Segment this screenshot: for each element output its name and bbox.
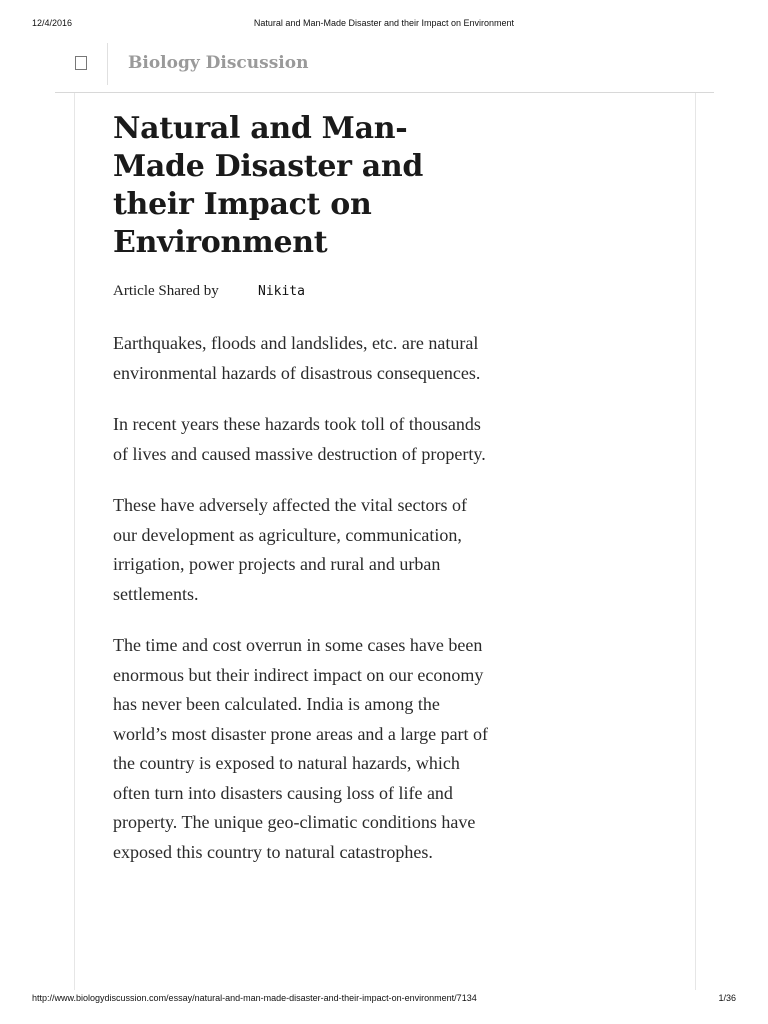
site-header [55,42,714,93]
article-paragraph: Earthquakes, floods and landslides, etc. are natural environmental hazards of disastrous consequences. [113,333,481,383]
article-paragraph: The time and cost overrun in some cases have been enormous but their indirect impact on our economy has never been calculated. India is among the world’s most disaster prone areas and a large part of the country is exposed to natural hazards, which often turn into disasters causing loss of life and property. The unique geo-climatic conditions have exposed this country to natural catastrophes. [113,635,489,862]
article-title: Natural and Man-Made Disaster and their Impact on Environment [113,111,424,260]
print-footer [0,993,768,1007]
article-paragraph: These have adversely affected the vital sectors of our development as agriculture, communication, irrigation, power projects and rural and urban settlements. [113,495,468,604]
print-date: 12/4/2016 [32,18,73,28]
page-number: 1/36 [718,993,736,1003]
author-link[interactable]: Nikita [258,284,305,299]
article-paragraph: In recent years these hazards took toll of thousands of lives and caused massive destruction of property. [113,414,486,464]
header-divider [107,43,108,85]
print-header [0,18,768,32]
print-url: http://www.biologydiscussion.com/essay/natural-and-man-made-disaster-and-their-impact-on-environment/7134 [32,993,477,1003]
byline-label: Article Shared by [113,283,219,299]
site-name-link[interactable]: Biology Discussion [128,53,309,73]
byline [113,283,493,307]
article [113,110,493,867]
menu-icon[interactable] [75,56,87,70]
print-document-title: Natural and Man-Made Disaster and their Impact on Environment [253,18,515,28]
